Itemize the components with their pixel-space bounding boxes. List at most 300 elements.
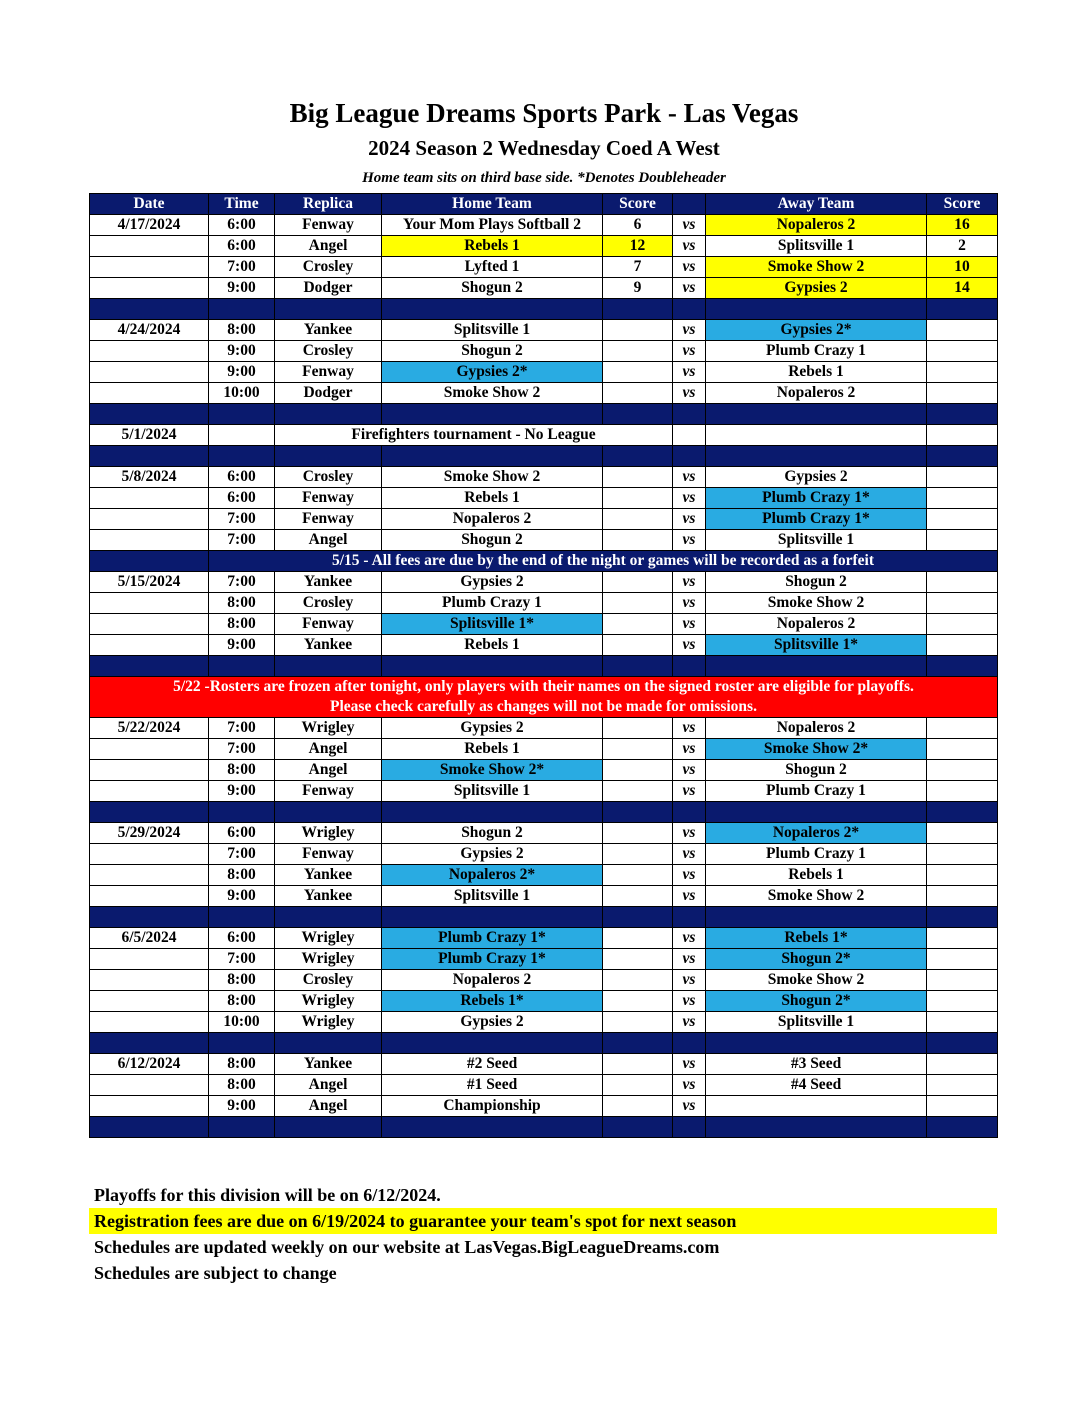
home-team: Splitsville 1 [382, 886, 603, 907]
home-team: Shogun 2 [382, 341, 603, 362]
home-team: Your Mom Plays Softball 2 [382, 215, 603, 236]
separator-cell [209, 1033, 275, 1054]
game-date [90, 530, 209, 551]
home-score [603, 970, 673, 991]
game-date: 5/29/2024 [90, 823, 209, 844]
game-time: 7:00 [209, 718, 275, 739]
game-field: Fenway [275, 215, 382, 236]
game-field: Yankee [275, 572, 382, 593]
away-team: Splitsville 1 [706, 236, 927, 257]
separator-cell [673, 1117, 706, 1138]
website-note: Schedules are updated weekly on our website at LasVegas.BigLeagueDreams.com [94, 1237, 720, 1257]
game-row [90, 1012, 998, 1033]
game-row [90, 949, 998, 970]
game-time: 7:00 [209, 949, 275, 970]
game-time: 8:00 [209, 1054, 275, 1075]
vs-label: vs [673, 530, 706, 551]
separator-cell [603, 1117, 673, 1138]
game-field: Dodger [275, 383, 382, 404]
home-score [603, 844, 673, 865]
away-score [927, 949, 998, 970]
separator-cell [382, 656, 603, 677]
away-score [927, 488, 998, 509]
vs-label: vs [673, 718, 706, 739]
away-team: Nopaleros 2 [706, 718, 927, 739]
away-score: 2 [927, 236, 998, 257]
away-score [927, 593, 998, 614]
separator-cell [275, 404, 382, 425]
game-field: Crosley [275, 593, 382, 614]
game-date [90, 886, 209, 907]
col-home-score: Score [603, 194, 673, 215]
vs-label: vs [673, 1075, 706, 1096]
home-score [603, 1054, 673, 1075]
vs-label: vs [673, 362, 706, 383]
home-team: Smoke Show 2* [382, 760, 603, 781]
away-score [927, 572, 998, 593]
separator-cell [927, 446, 998, 467]
game-date: 5/8/2024 [90, 467, 209, 488]
game-row [90, 991, 998, 1012]
away-team: Rebels 1 [706, 865, 927, 886]
home-team: Championship [382, 1096, 603, 1117]
home-score [603, 1096, 673, 1117]
game-row [90, 572, 998, 593]
away-team: Plumb Crazy 1* [706, 488, 927, 509]
vs-label: vs [673, 467, 706, 488]
vs-label: vs [673, 865, 706, 886]
separator-cell [603, 404, 673, 425]
separator-cell [382, 1033, 603, 1054]
separator-cell [90, 404, 209, 425]
separator-cell [927, 404, 998, 425]
separator-cell [209, 656, 275, 677]
separator-row [90, 656, 998, 677]
home-score [603, 991, 673, 1012]
game-field: Wrigley [275, 1012, 382, 1033]
game-field: Wrigley [275, 928, 382, 949]
vs-label: vs [673, 593, 706, 614]
playoffs-note: Playoffs for this division will be on 6/12/2024. [94, 1185, 441, 1205]
separator-cell [382, 907, 603, 928]
home-score [603, 383, 673, 404]
separator-cell [673, 404, 706, 425]
game-row [90, 635, 998, 656]
game-time: 8:00 [209, 991, 275, 1012]
game-time: 7:00 [209, 739, 275, 760]
game-field: Dodger [275, 278, 382, 299]
away-score [927, 928, 998, 949]
away-team: Nopaleros 2 [706, 614, 927, 635]
separator-cell [90, 802, 209, 823]
event-spacer [706, 425, 927, 446]
game-date: 4/24/2024 [90, 320, 209, 341]
vs-label: vs [673, 823, 706, 844]
notice-spacer [90, 551, 209, 572]
home-score [603, 928, 673, 949]
game-date [90, 635, 209, 656]
home-team: #1 Seed [382, 1075, 603, 1096]
game-date [90, 739, 209, 760]
away-score [927, 1012, 998, 1033]
separator-row [90, 404, 998, 425]
away-score: 10 [927, 257, 998, 278]
game-time: 10:00 [209, 1012, 275, 1033]
away-score [927, 1054, 998, 1075]
home-score [603, 823, 673, 844]
vs-label: vs [673, 928, 706, 949]
game-row [90, 320, 998, 341]
game-date [90, 844, 209, 865]
game-row [90, 362, 998, 383]
game-field: Angel [275, 1096, 382, 1117]
home-team: Shogun 2 [382, 278, 603, 299]
game-time: 7:00 [209, 257, 275, 278]
event-text: Firefighters tournament - No League [275, 425, 673, 446]
away-score [927, 970, 998, 991]
table-header-row [90, 194, 998, 215]
game-date [90, 614, 209, 635]
separator-cell [603, 299, 673, 320]
separator-cell [706, 802, 927, 823]
home-team: Plumb Crazy 1* [382, 949, 603, 970]
game-date [90, 991, 209, 1012]
home-team: Splitsville 1* [382, 614, 603, 635]
game-row [90, 739, 998, 760]
separator-cell [706, 1117, 927, 1138]
game-time: 9:00 [209, 1096, 275, 1117]
game-field: Crosley [275, 341, 382, 362]
separator-cell [603, 656, 673, 677]
separator-cell [706, 299, 927, 320]
home-score [603, 572, 673, 593]
separator-cell [209, 802, 275, 823]
home-team: Splitsville 1 [382, 781, 603, 802]
vs-label: vs [673, 991, 706, 1012]
game-row [90, 760, 998, 781]
game-time: 6:00 [209, 823, 275, 844]
col-time: Time [209, 194, 275, 215]
page-title: Big League Dreams Sports Park - Las Vegas [289, 98, 799, 128]
game-row [90, 865, 998, 886]
home-score: 12 [603, 236, 673, 257]
separator-row [90, 1117, 998, 1138]
home-team: Smoke Show 2 [382, 383, 603, 404]
game-field: Crosley [275, 257, 382, 278]
game-row [90, 886, 998, 907]
game-field: Yankee [275, 320, 382, 341]
home-team: Gypsies 2 [382, 1012, 603, 1033]
separator-cell [927, 1117, 998, 1138]
home-score [603, 509, 673, 530]
vs-label: vs [673, 236, 706, 257]
vs-label: vs [673, 215, 706, 236]
game-row [90, 1075, 998, 1096]
game-date: 6/12/2024 [90, 1054, 209, 1075]
col-vs [673, 194, 706, 215]
vs-label: vs [673, 509, 706, 530]
game-row [90, 928, 998, 949]
game-date [90, 760, 209, 781]
game-time: 8:00 [209, 970, 275, 991]
vs-label: vs [673, 257, 706, 278]
home-score [603, 781, 673, 802]
separator-cell [90, 299, 209, 320]
home-team: Splitsville 1 [382, 320, 603, 341]
game-date [90, 278, 209, 299]
game-date [90, 1096, 209, 1117]
away-team: Smoke Show 2 [706, 257, 927, 278]
away-team: Gypsies 2* [706, 320, 927, 341]
home-score [603, 341, 673, 362]
vs-label: vs [673, 949, 706, 970]
home-team: Nopaleros 2* [382, 865, 603, 886]
home-score [603, 865, 673, 886]
vs-label: vs [673, 635, 706, 656]
game-time: 9:00 [209, 341, 275, 362]
vs-label: vs [673, 614, 706, 635]
home-score [603, 614, 673, 635]
home-score: 7 [603, 257, 673, 278]
home-score [603, 886, 673, 907]
away-score [927, 991, 998, 1012]
vs-label: vs [673, 320, 706, 341]
separator-cell [603, 802, 673, 823]
game-field: Angel [275, 739, 382, 760]
game-row [90, 215, 998, 236]
game-row [90, 844, 998, 865]
notice-row [90, 551, 998, 572]
away-team: Gypsies 2 [706, 467, 927, 488]
home-score [603, 739, 673, 760]
separator-cell [209, 907, 275, 928]
away-score [927, 1096, 998, 1117]
schedule-body [90, 215, 998, 1138]
game-field: Fenway [275, 844, 382, 865]
home-score [603, 949, 673, 970]
game-row [90, 823, 998, 844]
vs-label: vs [673, 341, 706, 362]
game-time: 6:00 [209, 215, 275, 236]
separator-row [90, 907, 998, 928]
game-date: 4/17/2024 [90, 215, 209, 236]
game-date [90, 236, 209, 257]
separator-cell [209, 1117, 275, 1138]
game-field: Fenway [275, 509, 382, 530]
away-team: #3 Seed [706, 1054, 927, 1075]
home-team: Plumb Crazy 1 [382, 593, 603, 614]
separator-cell [275, 907, 382, 928]
col-away-score: Score [927, 194, 998, 215]
separator-cell [275, 656, 382, 677]
separator-cell [382, 802, 603, 823]
away-team: Rebels 1 [706, 362, 927, 383]
away-score [927, 614, 998, 635]
game-time: 6:00 [209, 236, 275, 257]
separator-cell [603, 1033, 673, 1054]
home-score [603, 1075, 673, 1096]
notice-text: 5/15 - All fees are due by the end of the night or games will be recorded as a forfeit [209, 551, 998, 572]
away-score [927, 341, 998, 362]
vs-label: vs [673, 886, 706, 907]
home-team: Plumb Crazy 1* [382, 928, 603, 949]
game-field: Angel [275, 1075, 382, 1096]
roster-alert-line-2: Please check carefully as changes will not be made for omissions. [330, 698, 757, 715]
game-date [90, 865, 209, 886]
home-score [603, 1012, 673, 1033]
home-score: 6 [603, 215, 673, 236]
away-team: Smoke Show 2* [706, 739, 927, 760]
home-team: Gypsies 2 [382, 572, 603, 593]
game-time: 8:00 [209, 760, 275, 781]
separator-cell [927, 299, 998, 320]
game-date [90, 1075, 209, 1096]
game-row [90, 467, 998, 488]
separator-cell [673, 802, 706, 823]
home-team: Rebels 1 [382, 635, 603, 656]
home-team: Rebels 1* [382, 991, 603, 1012]
game-date [90, 383, 209, 404]
away-team: Rebels 1* [706, 928, 927, 949]
game-field: Wrigley [275, 949, 382, 970]
separator-cell [382, 404, 603, 425]
game-date [90, 970, 209, 991]
separator-cell [927, 907, 998, 928]
separator-cell [927, 802, 998, 823]
vs-label: vs [673, 572, 706, 593]
game-field: Angel [275, 236, 382, 257]
game-time: 9:00 [209, 635, 275, 656]
separator-cell [706, 1033, 927, 1054]
schedule-table [89, 193, 998, 1138]
home-score: 9 [603, 278, 673, 299]
separator-cell [209, 299, 275, 320]
home-score [603, 362, 673, 383]
game-field: Fenway [275, 488, 382, 509]
home-team: Rebels 1 [382, 488, 603, 509]
game-date [90, 257, 209, 278]
away-team [706, 1096, 927, 1117]
away-score [927, 467, 998, 488]
separator-cell [673, 907, 706, 928]
away-score [927, 509, 998, 530]
away-team: Shogun 2 [706, 760, 927, 781]
separator-row [90, 802, 998, 823]
home-team: Rebels 1 [382, 236, 603, 257]
away-score [927, 635, 998, 656]
away-team: Gypsies 2 [706, 278, 927, 299]
separator-cell [275, 1117, 382, 1138]
away-team: Nopaleros 2 [706, 215, 927, 236]
game-field: Angel [275, 530, 382, 551]
roster-alert [90, 677, 998, 718]
game-row [90, 341, 998, 362]
away-score [927, 1075, 998, 1096]
col-away-team: Away Team [706, 194, 927, 215]
game-field: Angel [275, 760, 382, 781]
away-score [927, 718, 998, 739]
game-field: Yankee [275, 1054, 382, 1075]
separator-cell [275, 446, 382, 467]
away-team: Splitsville 1* [706, 635, 927, 656]
separator-cell [706, 656, 927, 677]
away-team: Smoke Show 2 [706, 593, 927, 614]
away-team: Nopaleros 2* [706, 823, 927, 844]
home-team: Gypsies 2 [382, 844, 603, 865]
game-field: Crosley [275, 467, 382, 488]
home-team: Rebels 1 [382, 739, 603, 760]
away-team: Nopaleros 2 [706, 383, 927, 404]
game-time: 7:00 [209, 509, 275, 530]
away-team: Plumb Crazy 1* [706, 509, 927, 530]
vs-label: vs [673, 760, 706, 781]
game-date [90, 1012, 209, 1033]
separator-cell [90, 656, 209, 677]
game-date [90, 341, 209, 362]
separator-cell [382, 446, 603, 467]
away-team: Splitsville 1 [706, 530, 927, 551]
home-team: Gypsies 2 [382, 718, 603, 739]
game-date [90, 488, 209, 509]
separator-cell [209, 446, 275, 467]
home-score [603, 718, 673, 739]
away-score: 16 [927, 215, 998, 236]
game-field: Wrigley [275, 823, 382, 844]
vs-label: vs [673, 278, 706, 299]
game-field: Fenway [275, 614, 382, 635]
game-row [90, 614, 998, 635]
vs-label: vs [673, 1012, 706, 1033]
separator-cell [673, 1033, 706, 1054]
col-date: Date [90, 194, 209, 215]
separator-cell [673, 656, 706, 677]
event-spacer [209, 425, 275, 446]
home-team: Nopaleros 2 [382, 509, 603, 530]
separator-row [90, 446, 998, 467]
game-row [90, 1054, 998, 1075]
separator-cell [382, 299, 603, 320]
home-team: Lyfted 1 [382, 257, 603, 278]
vs-label: vs [673, 739, 706, 760]
away-team: Shogun 2* [706, 991, 927, 1012]
away-team: Shogun 2 [706, 572, 927, 593]
disclaimer-note: Schedules are subject to change [94, 1263, 337, 1283]
game-row [90, 530, 998, 551]
game-date [90, 949, 209, 970]
home-team: #2 Seed [382, 1054, 603, 1075]
separator-cell [90, 1033, 209, 1054]
game-time: 6:00 [209, 928, 275, 949]
vs-label: vs [673, 1096, 706, 1117]
separator-cell [209, 404, 275, 425]
vs-label: vs [673, 844, 706, 865]
vs-label: vs [673, 970, 706, 991]
game-field: Yankee [275, 865, 382, 886]
col-home-team: Home Team [382, 194, 603, 215]
game-time: 7:00 [209, 572, 275, 593]
away-team: Smoke Show 2 [706, 886, 927, 907]
game-field: Wrigley [275, 991, 382, 1012]
home-score [603, 488, 673, 509]
game-field: Yankee [275, 635, 382, 656]
separator-cell [706, 907, 927, 928]
separator-cell [673, 299, 706, 320]
game-date: 5/1/2024 [90, 425, 209, 446]
event-row [90, 425, 998, 446]
separator-cell [90, 446, 209, 467]
game-row [90, 970, 998, 991]
game-time: 8:00 [209, 614, 275, 635]
